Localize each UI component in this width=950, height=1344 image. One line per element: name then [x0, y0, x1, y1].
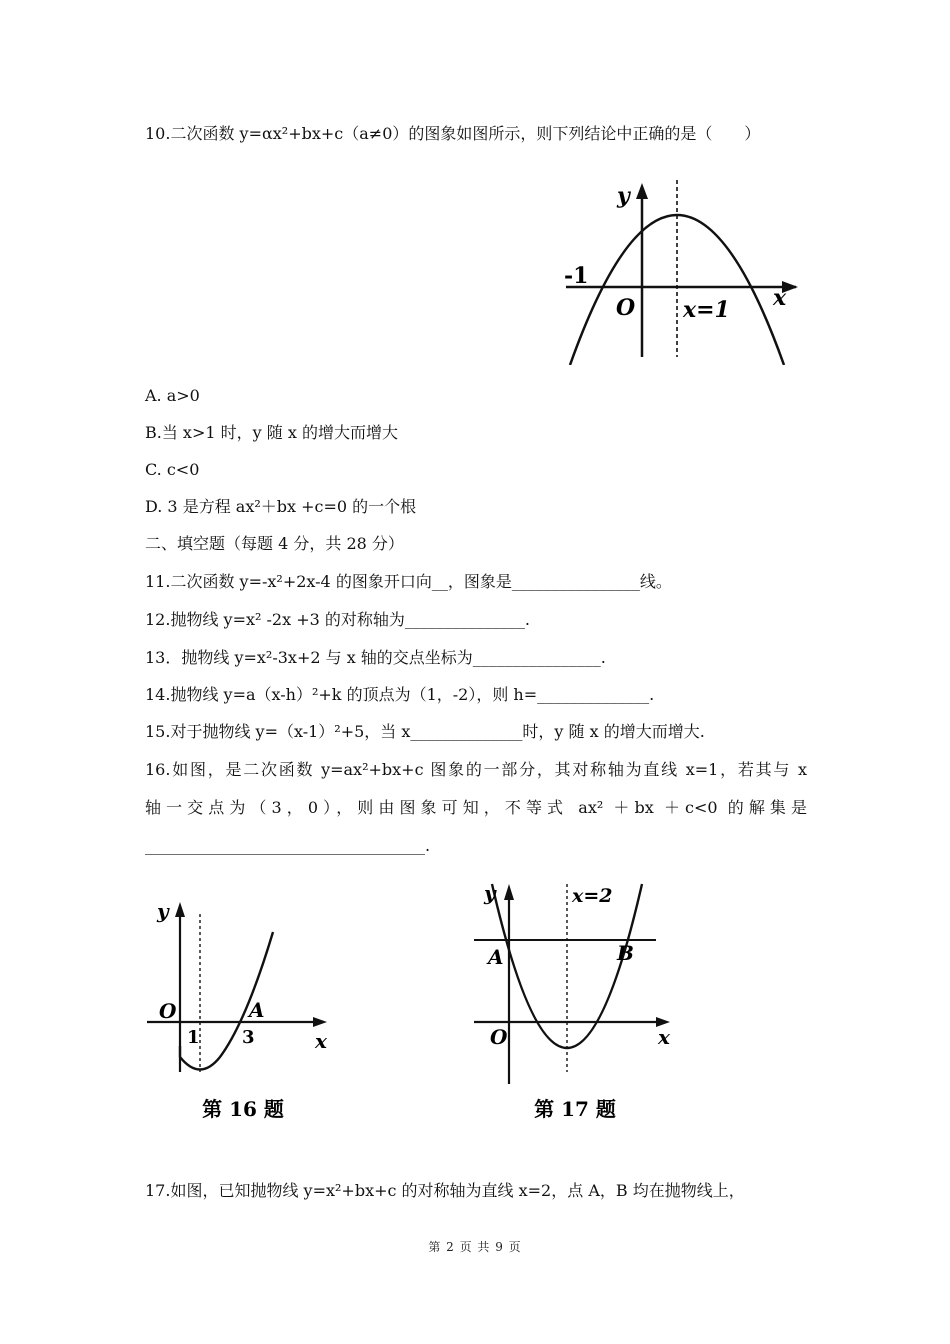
fig16-tick-3: 3: [242, 1027, 255, 1048]
fig16-point-a: A: [249, 998, 265, 1022]
q10-option-d: D. 3 是方程 ax²＋bx +c=0 的一个根: [145, 497, 417, 516]
q16-line1: 16.如图，是二次函数 y=ax²+bx+c 图象的一部分，其对称轴为直线 x=1，若其与 x: [145, 760, 807, 779]
fig16-y-label: y: [157, 899, 169, 923]
q14: 14.抛物线 y=a（x-h）²+k 的顶点为（1，-2），则 h=______________.: [145, 685, 655, 704]
fig17-point-b: B: [617, 941, 634, 965]
fig16-x-label: x: [315, 1029, 327, 1053]
fig17-origin-label: O: [490, 1025, 508, 1049]
fig17-axis-label: x=2: [572, 885, 613, 907]
q10-stem: 10.二次函数 y=αx²+bx+c（a≠0）的图象如图所示，则下列结论中正确的是（ ）: [145, 124, 761, 143]
fig16-caption: 第 16 题: [202, 1097, 284, 1121]
q17-line1: 17.如图，已知抛物线 y=x²+bx+c 的对称轴为直线 x=2，点 A，B 均在抛物线上，: [145, 1181, 745, 1200]
q10-option-b: B.当 x>1 时，y 随 x 的增大而增大: [145, 423, 398, 442]
fig17-y-label: y: [484, 881, 496, 905]
q10-graph-bg: [558, 175, 808, 365]
fig16-graph: [143, 872, 343, 1132]
q10-origin-label: O: [616, 295, 636, 321]
q10-axis-label: x=1: [683, 297, 730, 323]
q16-line2: 轴一交点为（3，0），则由图象可知，不等式 ax² ＋bx ＋c<0 的解集是: [145, 798, 807, 817]
q10-graph: [558, 175, 808, 365]
fig16-origin-label: O: [159, 999, 177, 1023]
q11: 11.二次函数 y=-x²+2x-4 的图象开口向__，图象是________________线。: [145, 572, 672, 591]
q12: 12.抛物线 y=x² -2x +3 的对称轴为_______________.: [145, 610, 530, 629]
section2-heading: 二、填空题（每题 4 分，共 28 分）: [145, 534, 404, 553]
fig17-graph: [470, 872, 690, 1132]
q10-option-c: C. c<0: [145, 460, 200, 479]
fig16-tick-1: 1: [187, 1027, 200, 1048]
q13: 13．抛物线 y=x²-3x+2 与 x 轴的交点坐标为________________.: [145, 648, 606, 667]
q10-option-a: A. a>0: [145, 386, 200, 405]
page-footer: 第 2 页 共 9 页: [428, 1240, 522, 1254]
q10-x-label: x: [773, 285, 787, 311]
q15: 15.对于抛物线 y=（x-1）²+5，当 x______________时，y 随 x 的增大而增大.: [145, 722, 705, 741]
q10-root-label: -1: [564, 263, 589, 289]
q16-line3: ___________________________________.: [145, 836, 431, 855]
q10-y-label: y: [617, 183, 630, 209]
fig17-point-a: A: [488, 945, 504, 969]
fig17-caption: 第 17 题: [534, 1097, 616, 1121]
fig17-bg: [470, 872, 690, 1132]
fig17-x-label: x: [658, 1025, 670, 1049]
